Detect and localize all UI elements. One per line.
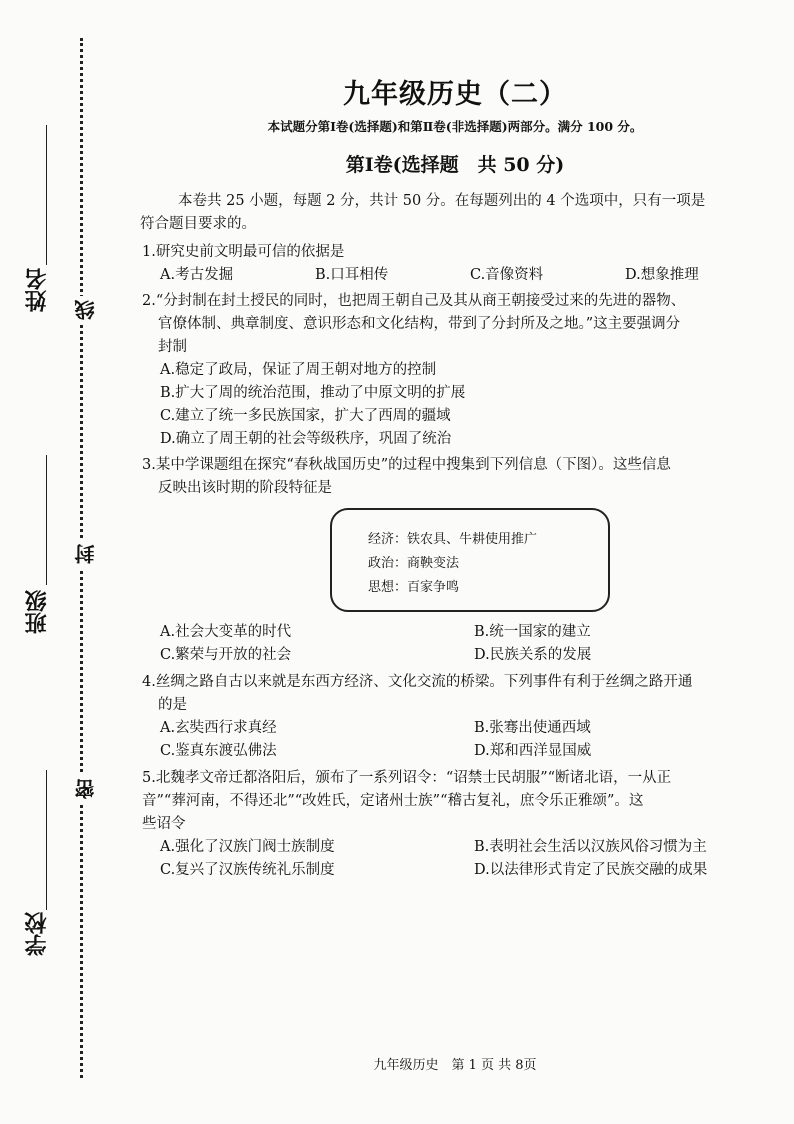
options [142,717,770,740]
instructions-line: 本卷共 25 小题，每题 2 分，共计 50 分。在每题列出的 4 个选项中，只有一项是 [178,193,706,209]
question-stem: 音”“葬河南，不得还北”“改姓氏，定诸州士族”“稽古复礼，庶令乐正雅颂”。这 [142,793,644,809]
name-field[interactable] [46,125,47,265]
instructions-line: 符合题目要求的。 [140,216,256,232]
question-stem: 1.研究史前文明最可信的依据是 [142,244,345,260]
option-b[interactable]: B.张骞出使通西域 [474,720,591,736]
options [142,621,770,644]
binding-margin [0,0,110,1124]
question-stem: 封制 [158,339,187,355]
info-box [330,508,610,612]
option-d[interactable]: D.郑和西洋显国威 [474,743,592,759]
seal-mark-close: 密 [71,775,100,803]
option-a[interactable]: A.社会大变革的时代 [160,624,292,640]
option-d[interactable]: D.想象推理 [625,267,699,283]
option-b[interactable]: B.口耳相传 [315,267,389,283]
question-stem: 些诏令 [142,816,186,832]
options [142,836,770,859]
school-field[interactable] [46,770,47,910]
options [142,264,770,287]
question-stem: 3.某中学课题组在探究“春秋战国历史”的过程中搜集到下列信息（下图）。这些信息 [142,457,671,473]
options [142,740,770,763]
instructions [140,190,770,236]
question-3 [142,454,770,500]
option-d[interactable]: D.民族关系的发展 [474,647,592,663]
option-b[interactable]: B.扩大了周的统治范围，推动了中原文明的扩展 [160,385,466,401]
options [142,644,770,667]
name-label: 姓名 [25,268,50,312]
seal-mark-seal: 封 [71,540,100,568]
option-a[interactable]: A.强化了汉族门阀士族制度 [160,839,335,855]
option-c[interactable]: C.鉴真东渡弘佛法 [160,743,277,759]
option-c[interactable]: C.建立了统一多民族国家，扩大了西周的疆域 [160,408,451,424]
section-heading: 第Ⅰ卷(选择题 共 50 分) [345,154,565,176]
option-a[interactable]: A.稳定了政局，保证了周王朝对地方的控制 [160,362,437,378]
question-stem: 的是 [158,697,187,713]
class-field[interactable] [46,455,47,585]
option-c[interactable]: C.繁荣与开放的社会 [160,647,292,663]
option-d[interactable]: D.以法律形式肯定了民族交融的成果 [474,862,708,878]
option-c[interactable]: C.音像资料 [470,267,544,283]
page-title: 九年级历史（二） [343,79,567,110]
question-2 [142,290,770,451]
question-stem: 官僚体制、典章制度、意识形态和文化结构，带到了分封所及之地。”这主要强调分 [158,316,681,332]
class-label: 班级 [25,590,50,634]
info-line: 政治：商鞅变法 [368,556,460,571]
page-subtitle: 本试题分第Ⅰ卷(选择题)和第Ⅱ卷(非选择题)两部分。满分 100 分。 [267,119,643,134]
question-5 [142,767,770,882]
question-stem: 2.“分封制在封土授民的同时，也把周王朝自己及其从商王朝接受过来的先进的器物、 [142,293,686,309]
info-line: 经济：铁农具、牛耕使用推广 [368,532,538,547]
option-b[interactable]: B.表明社会生活以汉族风俗习惯为主 [474,839,707,855]
question-stem: 4.丝绸之路自古以来就是东西方经济、文化交流的桥梁。下列事件有利于丝绸之路开通 [142,674,693,690]
school-label: 学校 [25,912,50,956]
option-c[interactable]: C.复兴了汉族传统礼乐制度 [160,862,335,878]
question-4 [142,671,770,763]
option-a[interactable]: A.考古发掘 [160,267,234,283]
question-stem: 反映出该时期的阶段特征是 [158,480,332,496]
seal-mark-line: 线 [71,296,100,324]
info-line: 思想：百家争鸣 [368,580,460,595]
option-b[interactable]: B.统一国家的建立 [474,624,591,640]
option-d[interactable]: D.确立了周王朝的社会等级秩序，巩固了统治 [160,431,452,447]
question-3-options [142,621,770,667]
question-stem: 5.北魏孝文帝迁都洛阳后，颁布了一系列诏令：“诏禁士民胡服”“断诸北语，一从正 [142,770,672,786]
page-footer: 九年级历史 第 1 页 共 8页 [373,1058,537,1073]
options [142,859,770,882]
option-a[interactable]: A.玄奘西行求真经 [160,720,277,736]
question-1 [142,241,770,287]
